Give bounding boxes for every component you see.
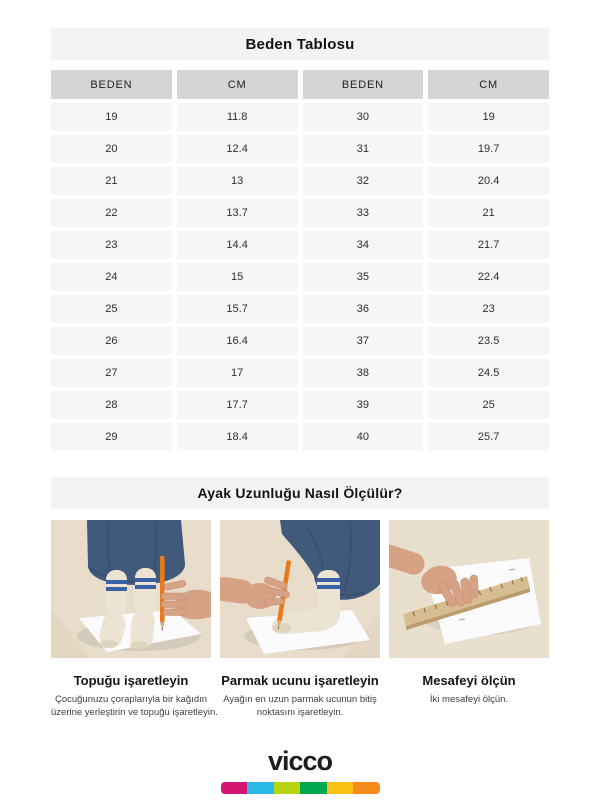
size-cell: 25 bbox=[51, 295, 172, 323]
cm-cell: 21 bbox=[428, 199, 549, 227]
size-cell: 33 bbox=[303, 199, 424, 227]
step-description bbox=[51, 693, 218, 719]
column-header-cm-right: CM bbox=[428, 70, 549, 99]
brand-bar-segment bbox=[221, 782, 248, 794]
cm-cell: 20.4 bbox=[428, 167, 549, 195]
step-description-line: noktasını işaretleyin. bbox=[256, 707, 344, 719]
size-cell: 30 bbox=[303, 103, 424, 131]
measure-steps bbox=[51, 520, 549, 719]
step-description-line: Ayağın en uzun parmak ucunun bitiş bbox=[223, 694, 377, 705]
step-heading: Parmak ucunu işaretleyin bbox=[221, 673, 379, 688]
brand-bar-segment bbox=[327, 782, 354, 794]
cm-cell: 25.7 bbox=[428, 423, 549, 451]
step-description-line: İki mesafeyi ölçün. bbox=[429, 694, 509, 705]
size-cell: 31 bbox=[303, 135, 424, 163]
table-row bbox=[51, 199, 549, 227]
size-table-body bbox=[51, 103, 549, 451]
cm-cell: 16.4 bbox=[177, 327, 298, 355]
mark-heel-photo bbox=[51, 520, 211, 658]
table-row bbox=[51, 295, 549, 323]
table-row bbox=[51, 391, 549, 419]
step-heading: Mesafeyi ölçün bbox=[422, 673, 516, 688]
brand-color-bar bbox=[221, 782, 380, 794]
size-cell: 23 bbox=[51, 231, 172, 259]
cm-cell: 19.7 bbox=[428, 135, 549, 163]
brand-bar-segment bbox=[353, 782, 380, 794]
step-mark-toe bbox=[220, 520, 380, 719]
size-cell: 39 bbox=[303, 391, 424, 419]
size-cell: 37 bbox=[303, 327, 424, 355]
cm-cell: 17.7 bbox=[177, 391, 298, 419]
size-cell: 38 bbox=[303, 359, 424, 387]
table-row bbox=[51, 167, 549, 195]
size-cell: 28 bbox=[51, 391, 172, 419]
measure-section-title: Ayak Uzunluğu Nasıl Ölçülür? bbox=[197, 485, 403, 501]
size-cell: 35 bbox=[303, 263, 424, 291]
cm-cell: 22.4 bbox=[428, 263, 549, 291]
table-row bbox=[51, 231, 549, 259]
content-column bbox=[51, 0, 549, 794]
cm-cell: 13 bbox=[177, 167, 298, 195]
step-heading: Topuğu işaretleyin bbox=[73, 673, 189, 688]
cm-cell: 19 bbox=[428, 103, 549, 131]
size-cell: 26 bbox=[51, 327, 172, 355]
size-table-header-row bbox=[51, 70, 549, 99]
size-cell: 32 bbox=[303, 167, 424, 195]
table-row bbox=[51, 103, 549, 131]
cm-cell: 14.4 bbox=[177, 231, 298, 259]
size-cell: 20 bbox=[51, 135, 172, 163]
size-cell: 40 bbox=[303, 423, 424, 451]
mark-toe-photo bbox=[220, 520, 380, 658]
cm-cell: 23.5 bbox=[428, 327, 549, 355]
cm-cell: 18.4 bbox=[177, 423, 298, 451]
size-table-title: Beden Tablosu bbox=[245, 35, 355, 53]
brand-bar-segment bbox=[274, 782, 301, 794]
table-row bbox=[51, 135, 549, 163]
measure-section-title-bar bbox=[51, 477, 549, 509]
table-row bbox=[51, 263, 549, 291]
size-cell: 36 bbox=[303, 295, 424, 323]
column-header-beden-right: BEDEN bbox=[303, 70, 424, 99]
cm-cell: 24.5 bbox=[428, 359, 549, 387]
size-cell: 34 bbox=[303, 231, 424, 259]
cm-cell: 25 bbox=[428, 391, 549, 419]
cm-cell: 15 bbox=[177, 263, 298, 291]
step-measure-distance bbox=[389, 520, 549, 719]
table-row bbox=[51, 327, 549, 355]
step-description bbox=[220, 693, 380, 719]
vicco-logo: vicco bbox=[267, 746, 333, 777]
step-description bbox=[389, 693, 549, 706]
cm-cell: 11.8 bbox=[177, 103, 298, 131]
brand-bar-segment bbox=[247, 782, 274, 794]
size-cell: 21 bbox=[51, 167, 172, 195]
size-cell: 27 bbox=[51, 359, 172, 387]
brand-bar-segment bbox=[300, 782, 327, 794]
column-header-cm-left: CM bbox=[177, 70, 298, 99]
size-cell: 24 bbox=[51, 263, 172, 291]
step-mark-heel bbox=[51, 520, 218, 719]
size-cell: 29 bbox=[51, 423, 172, 451]
cm-cell: 12.4 bbox=[177, 135, 298, 163]
table-row bbox=[51, 423, 549, 451]
size-cell: 22 bbox=[51, 199, 172, 227]
size-table-title-bar bbox=[51, 28, 549, 60]
cm-cell: 21.7 bbox=[428, 231, 549, 259]
cm-cell: 23 bbox=[428, 295, 549, 323]
step-description-line: üzerine yerleştirin ve topuğu işaretleyin. bbox=[51, 707, 218, 719]
cm-cell: 17 bbox=[177, 359, 298, 387]
cm-cell: 13.7 bbox=[177, 199, 298, 227]
column-header-beden-left: BEDEN bbox=[51, 70, 172, 99]
table-row bbox=[51, 359, 549, 387]
size-table bbox=[51, 70, 549, 451]
step-description-line: Çocuğunuzu çoraplarıyla bir kağıdın bbox=[54, 694, 208, 705]
measure-distance-photo bbox=[389, 520, 549, 658]
cm-cell: 15.7 bbox=[177, 295, 298, 323]
size-cell: 19 bbox=[51, 103, 172, 131]
